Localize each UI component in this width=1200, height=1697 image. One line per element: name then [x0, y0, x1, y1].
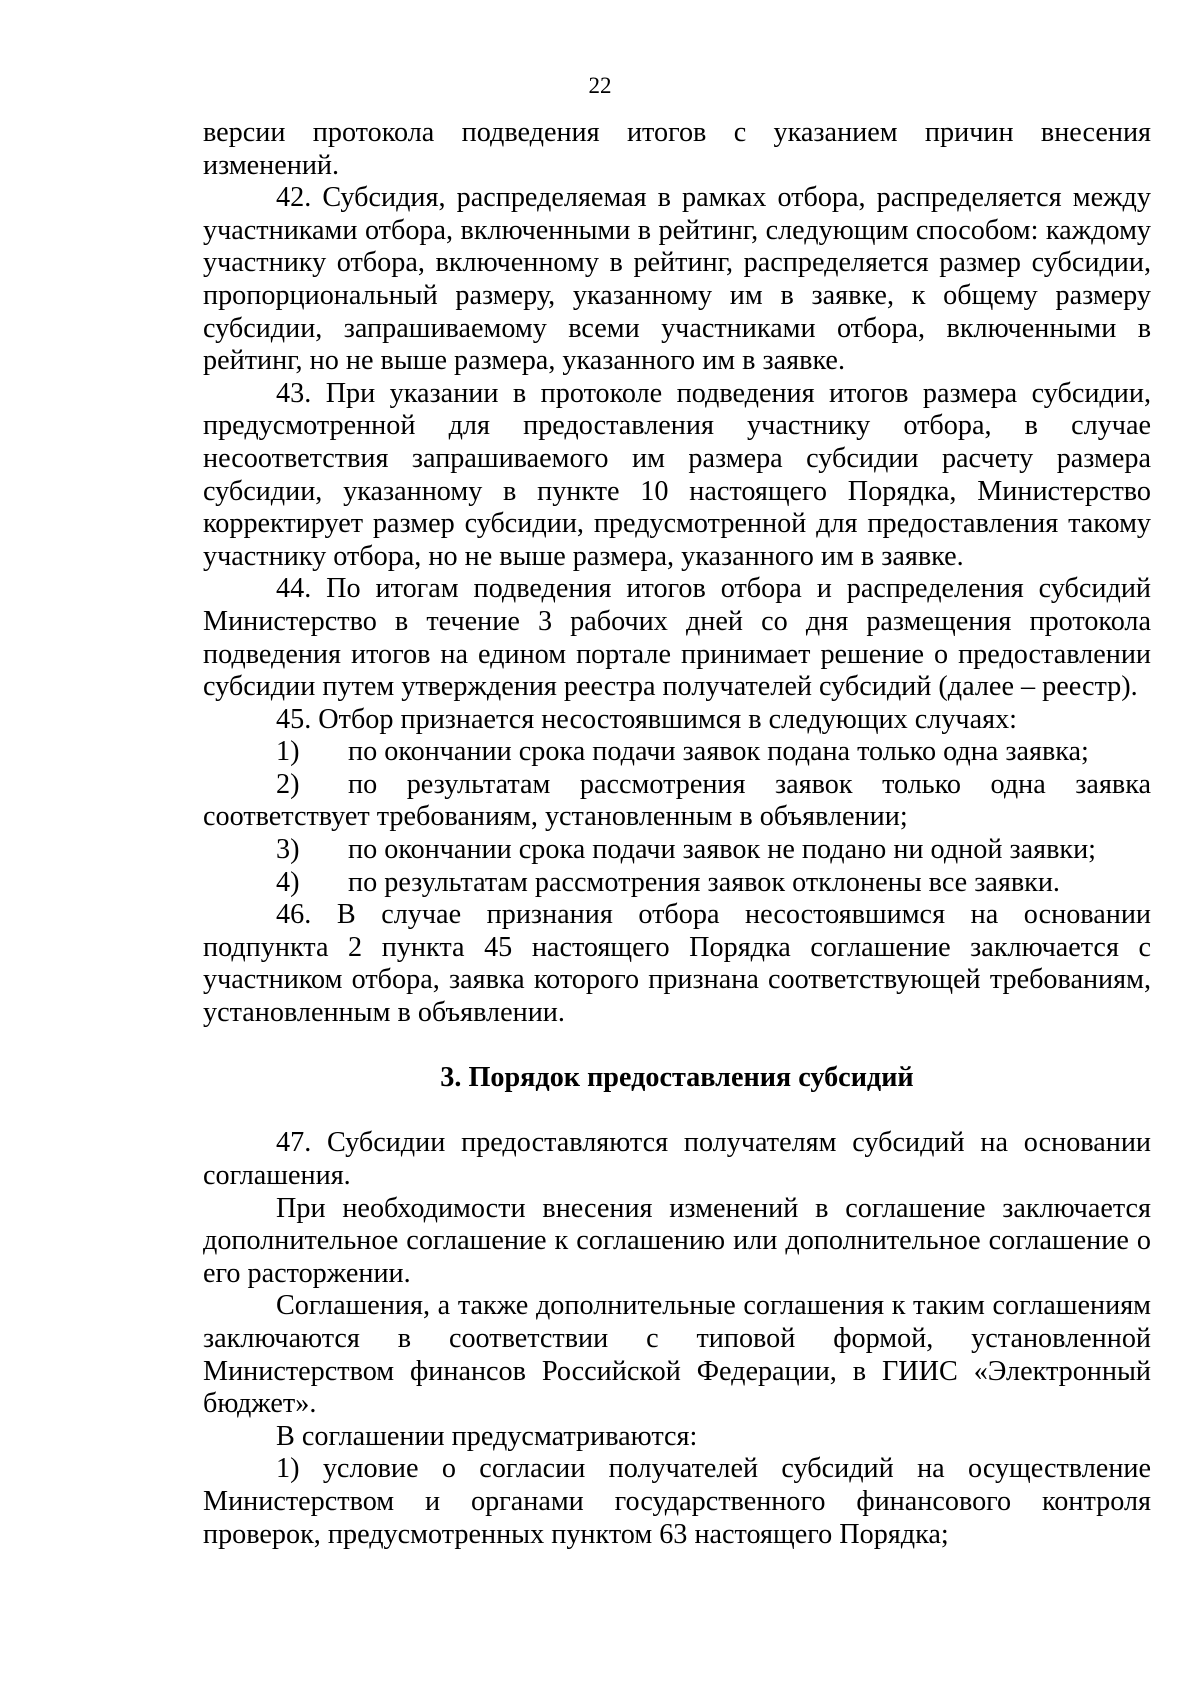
paragraph-47: 47. Субсидии предоставляются получателям субсидий на основании соглашения. — [203, 1127, 1151, 1191]
section-spacer — [203, 1030, 1151, 1063]
paragraph-44: 44. По итогам подведения итогов отбора и распределения субсидий Министерство в течение 3 рабочих дней со дня размещения протокола подведения итогов на едином портале принимает решение о предоставлении субсидии путем утверждения реестра получателей субсидий (далее – реестр). — [203, 573, 1151, 703]
paragraph-45: 45. Отбор признается несостоявшимся в следующих случаях: — [276, 703, 1018, 735]
section-heading: 3. Порядок предоставления субсидий — [440, 1062, 914, 1094]
list-number: 2) — [276, 768, 300, 800]
paragraph-agreement-contents: В соглашении предусматриваются: — [276, 1420, 698, 1452]
page-number: 22 — [588, 73, 612, 98]
list-item-45-2 — [203, 769, 1151, 834]
paragraph-42: 42. Субсидия, распределяемая в рамках отбора, распределяется между участниками отбора, включенными в рейтинг, следующим способом: каждому участнику отбора, включенному в рейтинг, распределяется размер субсидии, пропорциональный размеру, указанному им в заявке, к общему размеру субсидии, запрашиваемому всеми участниками отбора, включенными в рейтинг, но не выше размера, указанного им в заявке. — [203, 182, 1151, 377]
paragraph-amendments: При необходимости внесения изменений в соглашение заключается дополнительное соглашение к соглашению или дополнительное соглашение о его расторжении. — [203, 1192, 1151, 1289]
paragraph-condition-1: 1) условие о согласии получателей субсидий на осуществление Министерством и органами государственного финансового контроля проверок, предусмотренных пунктом 63 настоящего Порядка; — [203, 1453, 1151, 1550]
list-item-45-1 — [203, 736, 1151, 769]
document-body — [203, 117, 1151, 1551]
paragraph-46: 46. В случае признания отбора несостоявшимся на основании подпункта 2 пункта 45 настоящего Порядка соглашение заключается с участником отбора, заявка которого признана соответствующей требованиям, установленным в объявлении. — [203, 899, 1151, 1029]
list-item-45-3 — [203, 834, 1151, 867]
list-number: 3) — [276, 834, 300, 866]
list-item-text: по окончании срока подачи заявок не подано ни одной заявки; — [348, 834, 1096, 866]
paragraph-agreement-form: Соглашения, а также дополнительные соглашения к таким соглашениям заключаются в соответствии с типовой формой, установленной Министерством финансов Российской Федерации, в ГИИС «Электронный бюджет». — [203, 1290, 1151, 1420]
list-item-text: по результатам рассмотрения заявок отклонены все заявки. — [348, 866, 1060, 898]
list-item-text: по окончании срока подачи заявок подана только одна заявка; — [348, 736, 1089, 768]
list-item-45-4 — [203, 867, 1151, 900]
section-spacer — [203, 1095, 1151, 1128]
paragraph-43: 43. При указании в протоколе подведения итогов размера субсидии, предусмотренной для предоставления участнику отбора, в случае несоответствия запрашиваемого им размера субсидии расчету размера субсидии, указанному в пункте 10 настоящего Порядка, Министерство корректирует размер субсидии, предусмотренной для предоставления такому участнику отбора, но не выше размера, указанного им в заявке. — [203, 377, 1151, 572]
list-number: 4) — [276, 866, 300, 898]
list-item-text: по результатам рассмотрения заявок только одна заявка соответствует требованиям, установленным в объявлении; — [203, 768, 1151, 833]
paragraph-continuation: версии протокола подведения итогов с указанием причин внесения изменений. — [203, 117, 1151, 181]
list-number: 1) — [276, 736, 300, 768]
